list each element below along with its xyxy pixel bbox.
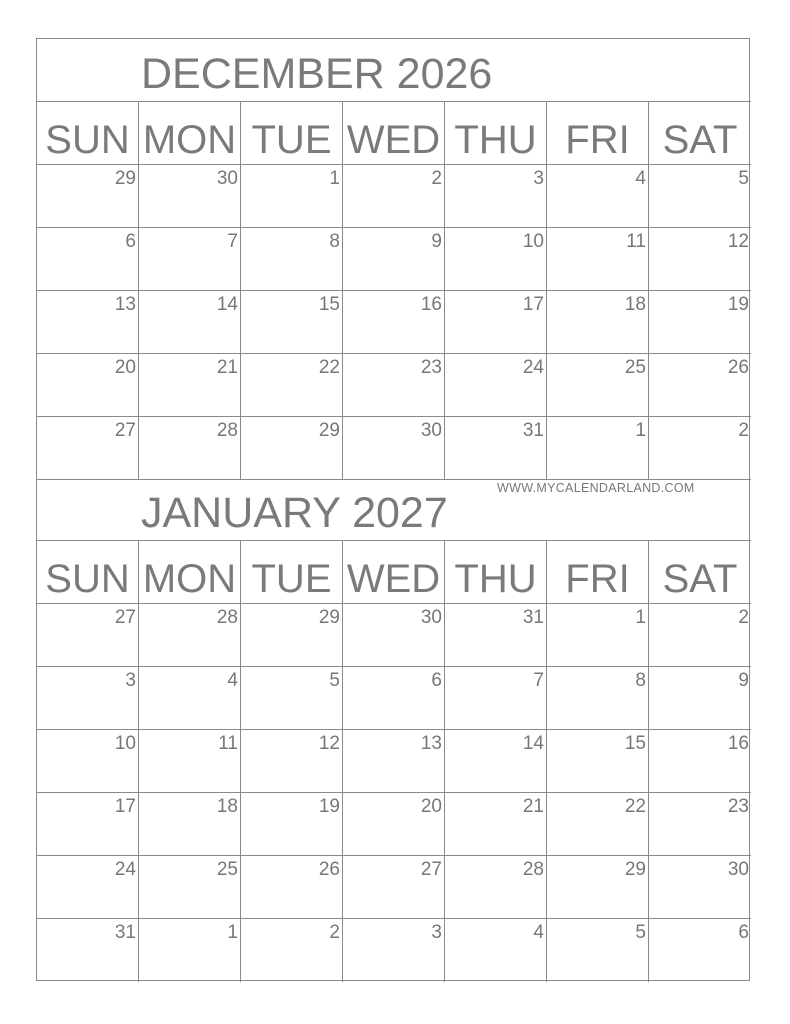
day-cell bbox=[241, 417, 343, 480]
day-number: 6 bbox=[125, 231, 136, 252]
weekday-header bbox=[343, 102, 445, 165]
day-cell bbox=[343, 919, 445, 982]
day-number: 16 bbox=[420, 294, 442, 315]
day-number: 7 bbox=[227, 231, 238, 252]
day-number: 29 bbox=[114, 168, 136, 189]
weekday-header bbox=[649, 102, 751, 165]
weekday-header bbox=[547, 541, 649, 604]
month-december-2026 bbox=[37, 39, 751, 480]
day-cell bbox=[139, 291, 241, 354]
weekday-label: WED bbox=[346, 557, 441, 601]
day-number: 22 bbox=[624, 796, 646, 817]
day-cell bbox=[547, 730, 649, 793]
day-number: 1 bbox=[329, 168, 340, 189]
weekday-label: MON bbox=[142, 118, 237, 162]
day-number: 19 bbox=[318, 796, 340, 817]
day-cell bbox=[343, 417, 445, 480]
day-cell bbox=[37, 417, 139, 480]
day-number: 15 bbox=[624, 733, 646, 754]
day-cell bbox=[547, 354, 649, 417]
day-cell bbox=[547, 417, 649, 480]
day-cell bbox=[547, 856, 649, 919]
day-number: 8 bbox=[329, 231, 340, 252]
day-number: 30 bbox=[420, 607, 442, 628]
day-number: 20 bbox=[114, 357, 136, 378]
day-cell bbox=[241, 165, 343, 228]
day-cell bbox=[343, 228, 445, 291]
weekday-header bbox=[445, 541, 547, 604]
day-number: 2 bbox=[738, 607, 749, 628]
day-number: 25 bbox=[624, 357, 646, 378]
day-number: 15 bbox=[318, 294, 340, 315]
day-number: 21 bbox=[216, 357, 238, 378]
day-cell bbox=[139, 667, 241, 730]
weekday-label: SAT bbox=[662, 118, 738, 162]
day-cell bbox=[139, 228, 241, 291]
day-number: 17 bbox=[522, 294, 544, 315]
weekday-label: TUE bbox=[251, 557, 332, 601]
day-cell bbox=[445, 919, 547, 982]
weekday-label: THU bbox=[454, 118, 537, 162]
day-cell bbox=[37, 730, 139, 793]
day-number: 31 bbox=[522, 607, 544, 628]
day-cell bbox=[37, 856, 139, 919]
website-label: WWW.MYCALENDARLAND.COM bbox=[497, 481, 695, 495]
weekday-header bbox=[37, 541, 139, 604]
day-cell bbox=[445, 856, 547, 919]
day-number: 17 bbox=[114, 796, 136, 817]
day-number: 28 bbox=[216, 420, 238, 441]
day-cell bbox=[241, 291, 343, 354]
day-number: 9 bbox=[738, 670, 749, 691]
day-cell bbox=[649, 604, 751, 667]
day-number: 13 bbox=[420, 733, 442, 754]
day-number: 26 bbox=[318, 859, 340, 880]
weekday-label: MON bbox=[142, 557, 237, 601]
day-number: 11 bbox=[218, 733, 238, 754]
day-number: 30 bbox=[420, 420, 442, 441]
day-cell bbox=[445, 417, 547, 480]
day-cell bbox=[547, 919, 649, 982]
weekday-label: SUN bbox=[45, 118, 130, 162]
weekday-label: WED bbox=[346, 118, 441, 162]
day-cell bbox=[241, 354, 343, 417]
day-cell bbox=[37, 354, 139, 417]
day-cell bbox=[547, 604, 649, 667]
day-cell bbox=[139, 417, 241, 480]
day-cell bbox=[241, 667, 343, 730]
day-number: 23 bbox=[727, 796, 749, 817]
day-number: 29 bbox=[318, 420, 340, 441]
month-title: DECEMBER 2026 bbox=[141, 50, 493, 98]
day-number: 1 bbox=[635, 607, 646, 628]
day-cell bbox=[445, 667, 547, 730]
day-number: 2 bbox=[738, 420, 749, 441]
weekday-header bbox=[649, 541, 751, 604]
calendar-sheet bbox=[36, 38, 750, 981]
weekday-header bbox=[547, 102, 649, 165]
day-cell bbox=[649, 354, 751, 417]
day-cell bbox=[343, 856, 445, 919]
day-number: 25 bbox=[216, 859, 238, 880]
day-number: 13 bbox=[114, 294, 136, 315]
day-number: 10 bbox=[522, 231, 544, 252]
day-cell bbox=[37, 919, 139, 982]
day-number: 31 bbox=[114, 922, 136, 943]
day-number: 6 bbox=[738, 922, 749, 943]
day-number: 27 bbox=[420, 859, 442, 880]
day-number: 4 bbox=[533, 922, 544, 943]
weekday-label: FRI bbox=[565, 557, 630, 601]
weekday-header bbox=[241, 102, 343, 165]
day-cell bbox=[547, 165, 649, 228]
day-cell bbox=[241, 856, 343, 919]
day-number: 8 bbox=[635, 670, 646, 691]
day-cell bbox=[547, 667, 649, 730]
day-cell bbox=[445, 291, 547, 354]
day-cell bbox=[139, 730, 241, 793]
day-cell bbox=[649, 165, 751, 228]
day-number: 27 bbox=[114, 607, 136, 628]
day-cell bbox=[343, 793, 445, 856]
day-cell bbox=[649, 417, 751, 480]
day-number: 14 bbox=[216, 294, 238, 315]
day-number: 12 bbox=[727, 231, 749, 252]
day-cell bbox=[37, 667, 139, 730]
month-grid bbox=[37, 541, 751, 982]
day-number: 1 bbox=[227, 922, 238, 943]
day-cell bbox=[649, 667, 751, 730]
day-cell bbox=[649, 793, 751, 856]
day-cell bbox=[343, 730, 445, 793]
weekday-label: THU bbox=[454, 557, 537, 601]
day-number: 26 bbox=[727, 357, 749, 378]
day-cell bbox=[445, 604, 547, 667]
day-cell bbox=[139, 604, 241, 667]
day-cell bbox=[445, 228, 547, 291]
month-title-row bbox=[37, 478, 751, 541]
day-number: 21 bbox=[522, 796, 544, 817]
day-cell bbox=[649, 919, 751, 982]
day-number: 3 bbox=[125, 670, 136, 691]
day-cell bbox=[139, 919, 241, 982]
day-number: 29 bbox=[624, 859, 646, 880]
weekday-header bbox=[241, 541, 343, 604]
weekday-label: TUE bbox=[251, 118, 332, 162]
day-cell bbox=[37, 793, 139, 856]
day-number: 30 bbox=[216, 168, 238, 189]
weekday-label: FRI bbox=[565, 118, 630, 162]
day-number: 30 bbox=[727, 859, 749, 880]
day-cell bbox=[139, 793, 241, 856]
day-number: 19 bbox=[727, 294, 749, 315]
day-number: 1 bbox=[635, 420, 646, 441]
day-number: 5 bbox=[738, 168, 749, 189]
day-cell bbox=[649, 730, 751, 793]
day-cell bbox=[343, 604, 445, 667]
day-number: 5 bbox=[329, 670, 340, 691]
day-cell bbox=[547, 291, 649, 354]
day-cell bbox=[241, 730, 343, 793]
day-number: 16 bbox=[727, 733, 749, 754]
day-number: 2 bbox=[431, 168, 442, 189]
day-cell bbox=[241, 919, 343, 982]
day-number: 4 bbox=[227, 670, 238, 691]
day-cell bbox=[649, 856, 751, 919]
day-number: 5 bbox=[635, 922, 646, 943]
day-number: 7 bbox=[533, 670, 544, 691]
day-cell bbox=[547, 793, 649, 856]
weekday-label: SUN bbox=[45, 557, 130, 601]
day-cell bbox=[139, 165, 241, 228]
month-title-row bbox=[37, 39, 751, 102]
month-title: JANUARY 2027 bbox=[141, 489, 448, 537]
day-number: 27 bbox=[114, 420, 136, 441]
day-number: 18 bbox=[624, 294, 646, 315]
day-cell bbox=[139, 354, 241, 417]
day-cell bbox=[547, 228, 649, 291]
weekday-header bbox=[37, 102, 139, 165]
weekday-header bbox=[139, 102, 241, 165]
day-number: 9 bbox=[431, 231, 442, 252]
day-number: 29 bbox=[318, 607, 340, 628]
day-number: 31 bbox=[522, 420, 544, 441]
day-cell bbox=[139, 856, 241, 919]
day-number: 20 bbox=[420, 796, 442, 817]
day-cell bbox=[37, 165, 139, 228]
day-cell bbox=[343, 291, 445, 354]
day-number: 4 bbox=[635, 168, 646, 189]
day-number: 24 bbox=[114, 859, 136, 880]
day-number: 24 bbox=[522, 357, 544, 378]
day-number: 11 bbox=[626, 231, 646, 252]
day-number: 28 bbox=[216, 607, 238, 628]
day-number: 14 bbox=[522, 733, 544, 754]
day-cell bbox=[241, 228, 343, 291]
day-number: 10 bbox=[114, 733, 136, 754]
weekday-header bbox=[343, 541, 445, 604]
day-cell bbox=[37, 291, 139, 354]
day-cell bbox=[445, 165, 547, 228]
day-cell bbox=[343, 354, 445, 417]
day-number: 12 bbox=[318, 733, 340, 754]
weekday-header bbox=[445, 102, 547, 165]
day-cell bbox=[37, 604, 139, 667]
day-cell bbox=[241, 604, 343, 667]
day-number: 6 bbox=[431, 670, 442, 691]
month-grid bbox=[37, 102, 751, 480]
day-number: 28 bbox=[522, 859, 544, 880]
day-number: 2 bbox=[329, 922, 340, 943]
weekday-label: SAT bbox=[662, 557, 738, 601]
day-number: 18 bbox=[216, 796, 238, 817]
day-cell bbox=[445, 793, 547, 856]
day-cell bbox=[343, 667, 445, 730]
day-number: 23 bbox=[420, 357, 442, 378]
day-cell bbox=[445, 354, 547, 417]
day-cell bbox=[649, 228, 751, 291]
day-number: 3 bbox=[533, 168, 544, 189]
day-number: 22 bbox=[318, 357, 340, 378]
day-cell bbox=[445, 730, 547, 793]
month-january-2027 bbox=[37, 478, 751, 982]
day-cell bbox=[649, 291, 751, 354]
day-cell bbox=[241, 793, 343, 856]
weekday-header bbox=[139, 541, 241, 604]
day-cell bbox=[37, 228, 139, 291]
day-number: 3 bbox=[431, 922, 442, 943]
day-cell bbox=[343, 165, 445, 228]
